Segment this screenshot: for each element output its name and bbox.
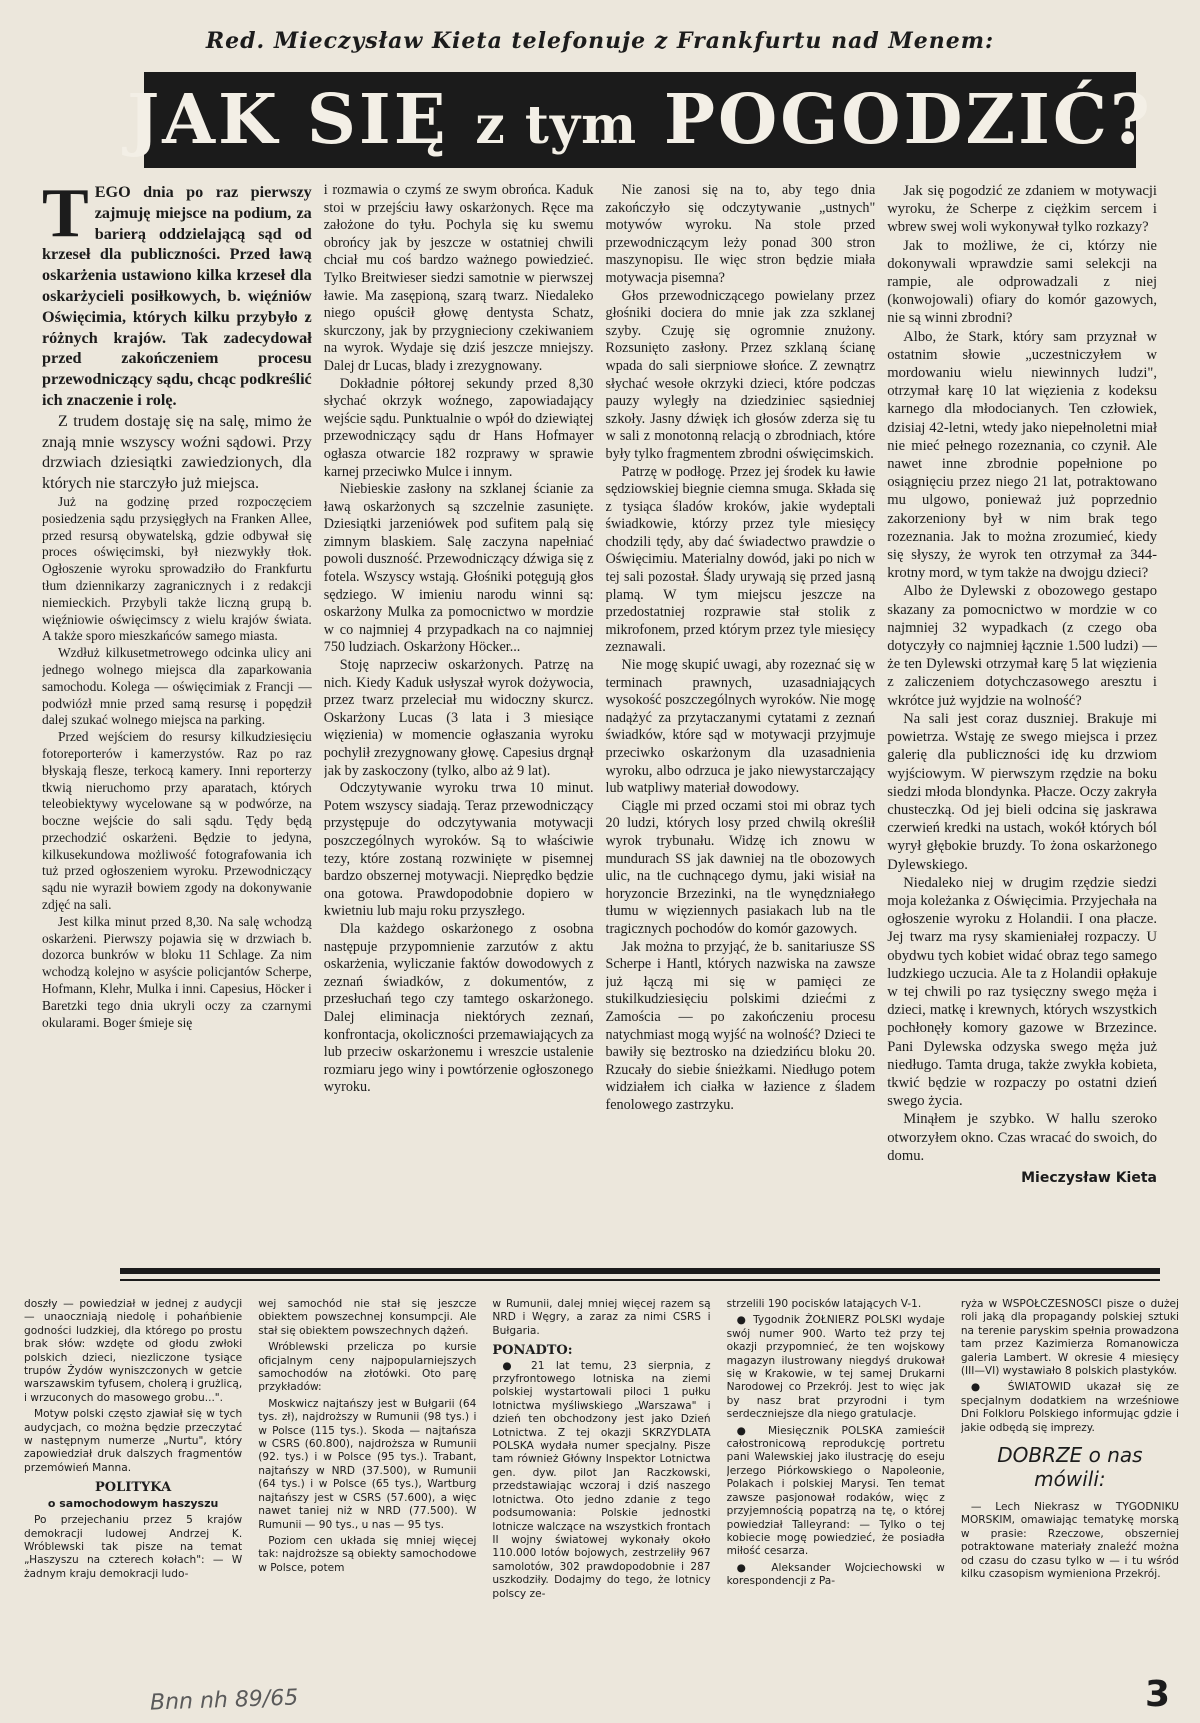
paragraph: ● ŚWIATOWID ukazał się ze specjalnym dodatkiem na wrześniowe Dni Folkloru Polskiego informując gdzie i jakie odbędą się imprezy. [960,1381,1180,1434]
paragraph: Minąłem je szybko. W hallu szeroko otworzyłem okno. Czas wracać do swoich, do domu. [887,1111,1157,1164]
lead-paragraph [42,182,312,411]
headline-banner [127,72,1153,168]
paragraph: ● Aleksander Wojciechowski w korespondencji z Pa- [726,1561,945,1588]
paragraph: Jest kilka minut przed 8,30. Na salę wchodzą oskarżeni. Pierwszy pojawia się w drzwiach b. dozorca bunkrów w bloku 11 Schlage. Za nim wchodzą kolejno w asyście policjantów Scherpe, Hofmann, Klehr, Mulka i inni. Capesius, Höcker i Baretzki tego dnia ukryli oczy za czarnymi okularami. Boger śmieje się [42,913,312,1030]
paragraph: wej samochód nie stał się jeszcze obiektem powszechnej konsumpcji. Ale stał się obiektem powszechnych dążeń. [258,1298,477,1337]
paragraph: Ciągle mi przed oczami stoi mi obraz tych 20 ludzi, których losy przed chwilą określił wyrok trybunału. Widzę ich znowu w mundurach SS jak dawniej na tle obozowych ulic, na tle cuchnącego dymu, jaki wisiał na horyzoncie Brzezinki, na tle wynędzniałego tłumu w więziennych pasiakach lub na tle tragicznych pochodów do komór gazowych. [605,797,876,937]
paragraph: Poziom cen układa się mniej więcej tak: najdroższe są obiekty samochodowe w Polsce, potem [258,1534,477,1574]
paragraph: Niedaleko niej w drugim rzędzie siedzi moja koleżanka z Oświęcimia. Przyjechała na ogłoszenie wyroku z Holandii. I ona płacze. Jej twarz ma rysy skamieniałej rozpaczy. U obydwu tych kobiet widać obraz tego samego ludzkiego uczucia. Ale ta z Holandii opłakuje w tej chwili po raz tysięczny swego męża i dzieci, matkę i krewnych, których wszystkich pochłonęły komory gazowe w Brzezince. Pani Dylewska odzyska swego męża już niedługo. Tamta druga, także zwykła kobieta, tkwić będzie w rozpaczy po ostatni dzień swego życia. [887,874,1157,1110]
article-column-3 [606,182,876,1260]
headline-part1: JAK SIĘ [127,80,449,160]
lead-text: EGO dnia po raz pierwszy zajmuję miejsce na podium, za barierą oddzielającą sąd od krzeseł dla publiczności. Przed ławą oskarżenia ustawiono kilka krzeseł dla oskarżycieli posiłkowych, b. więźniów Oświęcimia, których kilku przybyło z różnych krajów. Tak zadecydował przed zakończeniem procesu przewodniczący sądu, chcąc podkreślić ich znaczenie i rolę. [42,183,312,409]
headline [127,80,1153,160]
paragraph: Po przejechaniu przez 5 krajów demokracji ludowej Andrzej K. Wróblewski tak pisze na temat „Haszyszu na czterech kołach": — W żadnym kraju demokracji ludo- [24,1514,243,1580]
archive-stamp: Bnn nh 89/65 [149,1685,299,1716]
handwritten-line-2: mówili: [1034,1467,1106,1492]
paragraph: Motyw polski często zjawiał się w tych audycjach, co można będzie przeczytać w następnym numerze „Nurtu", który zapowiedział druk dalszych fragmentów przemówień Manna. [24,1408,243,1474]
paragraph: doszły — powiedział w jednej z audycji — unaoczniają niedolę i pohańbienie godności ludzkiej, dla którego po prostu brak słów: wzdęte od głodu zwłoki polskich dzieci, niezliczone tysiące trupów Żydów wyniszczonych w getcie warszawskim tyfusem, cholerą i grużlicą, i wrzuconych do masowego grobu...". [24,1298,243,1404]
paragraph: Albo że Dylewski z obozowego gestapo skazany za pomocnictwo w mordzie w co najmniej 32 wypadkach (z czego oba dotyczyły co najmniej łącznie 1.500 ludzi) — że ten Dylewski otrzymał karę 5 lat więzienia z zaliczeniem dotychczasowego aresztu i wkrótce już wyjdzie na wolność? [887,583,1157,709]
press-column-2 [258,1298,476,1698]
press-column-3 [492,1298,710,1698]
paragraph: strzelili 190 pocisków latających V-1. [726,1298,922,1310]
paragraph: Nie zanosi się na to, aby tego dnia zakończyło się odczytywanie „ustnych" motywów wyroku. Na stole przed przewodniczącym leży ponad 300 stron maszynopisu. Ile więc stron będzie miała motywacja pisemna? [605,182,876,286]
headline-part2: z tym [475,95,638,156]
section-divider-thin [120,1279,1160,1281]
section-divider [120,1268,1160,1274]
section-heading: POLITYKA [95,1480,172,1496]
paragraph: Jak można to przyjąć, że b. sanitariusze SS Scherpe i Hantl, których nazwiska na zawsze już łączą mi się w pamięci ze stukilkudziesięciu polskimi dziećmi z Zamościa — po zakończeniu procesu natychmiast mogą wyjść na wolność? Dzieci te bawiły się beztrosko na dziedzińcu bloku 20. Rzucały do siebie śnieżkami. Niedługo potem widziałem ich ciałka w łazience z śladem fenolowego zastrzyku. [605,938,876,1113]
page-number: 3 [1144,1674,1170,1715]
paragraph: Już na godzinę przed rozpoczęciem posiedzenia sądu przysięgłych na Franken Allee, przed resursą obywatelską, gdzie odbywał się proces oświęcimski, był niezwykły tłok. Ogłoszenie wyroku sprowadziło do Frankfurtu tłum dziennikarzy zagranicznych i z redakcji niemieckich. Przybyli także liczną grupą b. więźniowie oświęcimscy z wielu krajów świata. A także sporo mieszkańców samego miasta. [42,493,312,644]
paragraph: w Rumunii, dalej mniej więcej razem są NRD i Węgry, a zaraz za nimi CSRS i Bułgaria. [492,1298,711,1337]
paragraph: ● 21 lat temu, 23 sierpnia, z przyfrontowego lotniska na ziemi polskiej wystartowali piloci 1 pułku lotnictwa myśliwskiego „Warszawa" i dzień ten obchodzony jest jako Dzień Lotnictwa. Z tej okazji SKRZYDLATA POLSKA wydała numer specjalny. Pisze tam również Główny Inspektor Lotnictwa gen. dyw. pilot Jan Raczkowski, przedstawiając wczoraj i dziś naszego lotnictwa. Oto jedno zdanie z tego podsumowania: Polskie jednostki lotnicze walczące na wszystkich frontach II wojny światowej wykonały około 110.000 lotów bojowych, zestrzeliły 967 samolotów, 302 prawdopodobnie i 287 uszkodziły. Dodajmy do tego, że lotnicy polscy ze- [492,1359,711,1600]
handwritten-line-1: DOBRZE o nas [997,1443,1143,1468]
paragraph: Albo, że Stark, który sam przyznał w ostatnim słowie „uczestniczyłem w mordowaniu wielu niewinnych ludzi", otrzymał karę 10 lat więzienia z kodeksu karnego dla młodocianych. Ten człowiek, dzisiaj 42-letni, wtedy jako niepełnoletni miał nie mieć pełnego rozeznania, co czynił. Ale nawet inne zbrodnie popełnione po osiągnięciu przez niego 21 lat, potraktowano mu ulgowo, ponieważ już poprzednio zakorzeniony był w nim brak tego rozeznania. Jak to można zrozumieć, kiedy się słyszy, że wyrok ten otrzymał za 344-krotny mord, w tym także na dwojgu dzieci? [887,328,1157,582]
paragraph: Wzdłuż kilkusetmetrowego odcinka ulicy ani jednego wolnego miejsca dla zaparkowania samochodu. Kolega — oświęcimiak z Francji — podwiózł mnie przed samą resursę i popędził dalej szukać wolnego miejsca na parking. [42,645,312,728]
paragraph: ● Tygodnik ŻOŁNIERZ POLSKI wydaje swój numer 900. Warto też przy tej okazji przypomnieć, że ten wojskowy magazyn ilustrowany niegdyś drukował się w Krakowie, w tej samej Drukarni Narodowej co Przekrój. Jest to więc jak by nasz brat przyrodni i tym serdeczniejsze dla niego gratulacje. [726,1314,945,1421]
paragraph: Głos przewodniczącego powielany przez głośniki dociera do mnie jak zza szklanej szyby. Czuję się ogromnie znużony. Rozsunięto zasłony. Przez szklaną ścianę wpada do sali sierpniowe słońce. Z zewnątrz słychać wesołe okrzyki dzieci, które podczas pauzy wyległy na dziedziniec sąsiedniej szkoły. Jasny dźwięk ich głosów zderza się tu w sali z monotonną relacją o zbrodniach, które były tylko fragmentem zbrodni oświęcimskich. [605,287,876,462]
paragraph: Niebieskie zasłony na szklanej ścianie za ławą oskarżonych są szczelnie zasunięte. Dziesiątki jarzeniówek pod sufitem palą się zimnym blaskiem. Salę zaczyna napełniać powoli duszność. Przewodniczący dźwiga się z fotela. Wszyscy wstają. Głośniki potęgują głos sędziego. W imieniu narodu winni są: oskarżony Mulka za pomocnictwo w mordzie w co najmniej 4 przypadkach na co najmniej 750 ludziach. Oskarżony Höcker... [323,481,594,656]
press-review-section [24,1298,1179,1698]
paragraph: Stoję naprzeciw oskarżonych. Patrzę na nich. Kiedy Kaduk usłyszał wyrok dożywocia, przez twarz przeleciał mu widoczny skurcz. Oskarżony Lucas (3 lata i 3 miesiące więzienia) w momencie ogłaszania wyroku pochylił zrezygnowany głowę. Capesius drgnął jak by zaskoczony (tylko, albo aż 9 lat). [323,657,594,779]
article-column-1 [42,182,312,1260]
paragraph: Odczytywanie wyroku trwa 10 minut. Potem wszyscy siadają. Teraz przewodniczący przystępuje do odczytywania motywacji poszczególnych wyroków. Są to właściwie tezy, które zostaną rozwinięte w pisemnej bardzo obszernej motywacji. Nieprędko będzie ona gotowa. Prawdopodobnie dopiero w kwietniu lub maju roku przyszłego. [323,780,594,920]
section-heading: PONADTO: [492,1343,573,1359]
paragraph: Dla każdego oskarżonego z osobna następuje przypomnienie zarzutów z aktu oskarżenia, wyliczanie faktów dowodowych z zeznań świadków, z dokumentów, z przesłuchań tego czy tamtego oskarżonego. Dalej eliminacja niektórych zeznań, konfrontacja, okoliczności przemawiających za lub przeciw oskarżonemu i wreszcie ustalenie rozmiaru jego winy i powtórzenie ogłoszonego wyroku. [323,920,594,1096]
paragraph: Dokładnie półtorej sekundy przed 8,30 słychać okrzyk woźnego, zapowiadający wejście sądu. Punktualnie o wpół do dziewiątej przewodniczący sądu dr Hans Hofmayer ogłasza otwarcie 182 rozprawy w sprawie karnej przeciwko Mulce i innym. [323,375,594,480]
headline-part3: POGODZIĆ? [663,80,1153,160]
author-signature: Mieczysław Kieta [1021,1169,1157,1186]
handwritten-heading [961,1443,1179,1491]
paragraph: Jak to możliwe, że ci, którzy nie dokonywali wprawdzie sami selekcji na rampie, ale odprowadzali z niej (konwojowali) ofiary do komór gazowych, nie są winni zbrodni? [887,237,1157,327]
paragraph: Patrzę w podłogę. Przez jej środek ku ławie sędziowskiej biegnie ciemna smuga. Składa się z tysiąca śladów kroków, jakie wydeptali świadkowie, którzy przez tyle miesięcy chodzili tędy, aby dać świadectwo prawdzie o Oświęcimiu. Materialny dowód, jaki po nich w tej sali pozostał. Ślady urywają się przed jasną plamą. W tym miejscu jeszcze na przedostatniej rozprawie stał stolik z mikrofonem, przed którym przez tyle miesięcy zeznawali. [605,463,876,656]
article-column-2 [324,182,594,1260]
paragraph: i rozmawia o czymś ze swym obrońca. Kaduk stoi w przejściu ławy oskarżonych. Ręce ma założone do tyłu. Pochyla się ku swemu obrońcy jak by jeszcze w ostatniej chwili chciał mu coś bardzo ważnego powiedzieć. Tylko Breitwieser siedzi samotnie w pierwszej ławie. Ma zasępioną, szarą twarz. Niedaleko niego opuścił głowę dentysta Schatz, skurczony, jak by przygnieciony czekiwaniem na wyrok. Wydaje się dziś jeszcze mniejszy. Dalej dr Lucas, blady i zrezygnowany. [323,182,594,374]
paragraph: Przed wejściem do resursy kilkudziesięciu fotoreporterów i kamerzystów. Raz po raz błyskają flesze, terkocą kamery. Inni reporterzy tkwią nieruchomo przy aparatach, których teleobiektywy wycelowane są w podwórze, na boczne wejście do sali sądu. Tędy będą przechodzić oskarżeni. Będzie to jedyna, kilkusekundowa możliwość fotografowania ich tuż przed ogłoszeniem wyroku. Przewodniczący sądu nie wyraził bowiem zgody na dokonywanie zdjęć na sali. [42,729,312,913]
article-column-4 [887,182,1157,1260]
paragraph: Moskwicz najtańszy jest w Bułgarii (64 tys. zł), najdroższy w Rumunii (98 tys.) i w Polsce (115 tys.). Skoda — najtańsza w CSRS (60.800), najdroższa w Rumunii (92. tys.) i w Polsce (95 tys.). Trabant, najtańszy w NRD (37.500), w Rumunii (64 tys.) i w Polsce (65 tys.), Wartburg najtańszy jest w CSRS (57.600), a więc nawet taniej niż w NRD (77.500). W Rumunii — 90 tys., u nas — 95 tys. [258,1397,477,1531]
paragraph: — Lech Niekrasz w TYGODNIKU MORSKIM, omawiając tematykę morską w prasie: Rzeczowe, obszerniej potraktowane materiały znaleźć można od czasu do czasu tylko w — i tu wśród kilku czasopism wymieniona Przekrój. [960,1501,1180,1581]
press-column-1 [24,1298,242,1698]
paragraph: Z trudem dostaję się na salę, mimo że znają mnie wszyscy woźni sądowi. Przy drzwiach dziesiątki zawiedzionych, dla których nie starczyło już miejsca. [42,411,312,493]
paragraph: ryża w WSPÓŁCZESNOŚCI pisze o dużej roli jaką dla propagandy polskiej sztuki na terenie paryskim spełnia prowadzona tam przez Kazimierza Romanowicza galeria Lambert. W okresie 4 miesięcy (III—VI) wystawiało 8 polskich plastyków. [960,1298,1180,1378]
paragraph: Jak się pogodzić ze zdaniem w motywacji wyroku, że Scherpe z ciężkim sercem i wbrew swej woli wykonywał tylko rozkazy? [887,183,1157,236]
paragraph: ● Miesięcznik POLSKA zamieścił całostronicową reprodukcję portretu pani Walewskiej jako ilustrację do eseju Jerzego Piórkowskiego o Napoleonie, Polakach i polskiej Marysi. Ten temat zawsze pasjonował rodaków, więc z przyjemnością popatrzą na tę, o której powiedział Talleyrand: — Tylko o tej kobiecie mogę powiedzieć, że posiadła miłość cesarza. [726,1424,945,1558]
kicker-line: Red. Mieczysław Kieta telefonuje z Frankfurtu nad Menem: [205,28,995,54]
paragraph: Nie mogę skupić uwagi, aby rozeznać się w terminach prawnych, uzasadniających wysokość poszczególnych wyroków. Nie mogę nadążyć za przytaczanymi cytatami z zeznań świadków, które sąd w motywacji przyjmuje przeciwko oskarżonym dla uzasadnienia wyroku, albo odrzuca je jako niewystarczający lub watpliwy materiał dowodowy. [605,657,876,797]
article-columns [42,182,1157,1260]
press-column-5 [961,1298,1179,1698]
section-subheading: o samochodowym haszyszu [47,1496,219,1510]
paragraph: Wróblewski przelicza po kursie oficjalnym ceny najpopularniejszych samochodów na złotówki. Oto parę przykładów: [258,1341,477,1394]
drop-cap: T [42,182,89,252]
paragraph: Na sali jest coraz duszniej. Brakuje mi powietrza. Wstaję ze swego miejsca i przez galerię dla publiczności idę ku drzwiom wyjściowym. W pierwszym rzędzie na boku siedzi młoda blondynka. Płacze. Oczy zakryła chusteczką. Od jej bieli odcina się jaskrawa czerwień kredki na ustach, wokół których ból wyrył głębokie bruzdy. To żona oskarżonego Dylewskiego. [887,710,1157,873]
press-column-4 [727,1298,945,1698]
